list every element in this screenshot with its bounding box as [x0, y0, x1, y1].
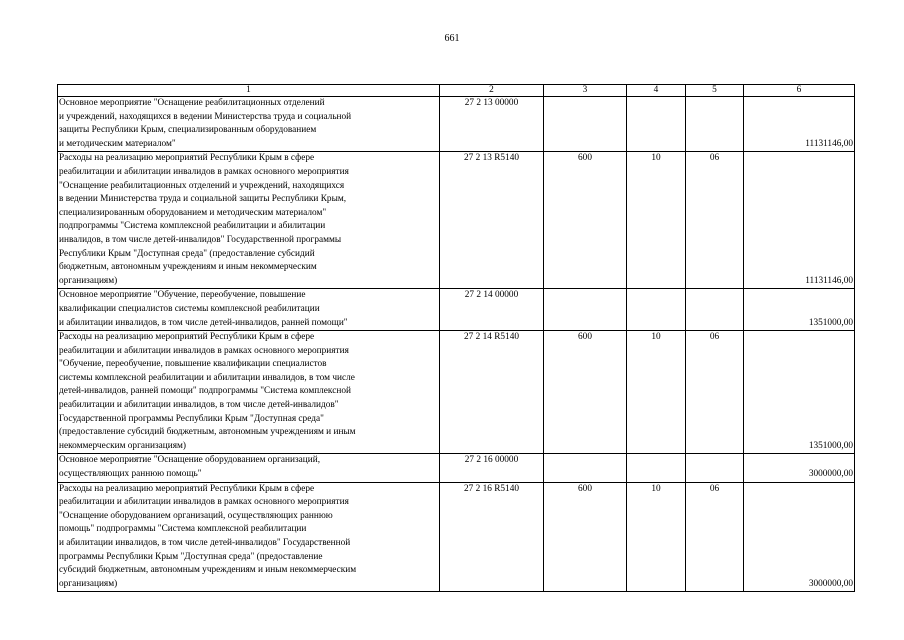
row-description: Основное мероприятие "Обучение, переобучение, повышение квалификации специалистов системы комплексной реабилитации и абилитации инвалидов, в том числе детей-инвалидов, ранней помощи": [58, 289, 440, 331]
row-code: 27 2 13 R5140: [440, 152, 544, 289]
table-row: [58, 331, 855, 454]
row-code: 27 2 16 R5140: [440, 482, 544, 592]
table-row: [58, 152, 855, 289]
row-col4: 10: [627, 482, 686, 592]
row-code: 27 2 14 00000: [440, 289, 544, 331]
row-col4: [627, 454, 686, 482]
row-col5: [686, 289, 744, 331]
row-description: Основное мероприятие "Оснащение реабилитационных отделений и учреждений, находящихся в ведении Министерства труда и социальной защиты Республики Крым, специализированным оборудованием и методическим материалом": [58, 97, 440, 152]
row-col3: 600: [544, 152, 627, 289]
row-col3: 600: [544, 482, 627, 592]
row-col4: 10: [627, 152, 686, 289]
page-number: 661: [444, 33, 460, 44]
row-amount: 3000000,00: [744, 454, 855, 482]
row-col5: 06: [686, 482, 744, 592]
header-cell-5: 5: [686, 85, 744, 97]
row-col4: [627, 289, 686, 331]
row-col5: [686, 97, 744, 152]
row-col3: 600: [544, 331, 627, 454]
header-row: [58, 85, 855, 97]
header-cell-6: 6: [744, 85, 855, 97]
header-cell-1: 1: [58, 85, 440, 97]
row-col4: [627, 97, 686, 152]
row-col3: [544, 97, 627, 152]
header-cell-4: 4: [627, 85, 686, 97]
table-row: [58, 454, 855, 482]
row-col4: 10: [627, 331, 686, 454]
row-description: Расходы на реализацию мероприятий Республики Крым в сфере реабилитации и абилитации инвалидов в рамках основного мероприятия "Обучение, переобучение, повышение квалификации специалистов системы комплексной реабилитации и абилитации инвалидов, в том числе детей-инвалидов, ранней помощи" подпрограммы "Система комплексной реабилитации и абилитации инвалидов, в том числе детей-инвалидов" Государственной программы Республики Крым "Доступная среда" (предоставление субсидий бюджетным, автономным учреждениям и иным некоммерческим организациям): [58, 331, 440, 454]
row-description: Основное мероприятие "Оснащение оборудованием организаций, осуществляющих раннюю помощь": [58, 454, 440, 482]
header-cell-2: 2: [440, 85, 544, 97]
row-col5: [686, 454, 744, 482]
budget-table: [57, 84, 855, 592]
row-description: Расходы на реализацию мероприятий Республики Крым в сфере реабилитации и абилитации инвалидов в рамках основного мероприятия "Оснащение оборудованием организаций, осуществляющих раннюю помощь" подпрограммы "Система комплексной реабилитации и абилитации инвалидов, в том числе детей-инвалидов" Государственной программы Республики Крым "Доступная среда" (предоставление субсидий бюджетным, автономным учреждениям и иным некоммерческим организациям): [58, 482, 440, 592]
row-col3: [544, 454, 627, 482]
table-row: [58, 289, 855, 331]
row-amount: 1351000,00: [744, 289, 855, 331]
header-cell-3: 3: [544, 85, 627, 97]
row-amount: 11131146,00: [744, 97, 855, 152]
row-amount: 11131146,00: [744, 152, 855, 289]
row-amount: 1351000,00: [744, 331, 855, 454]
row-col5: 06: [686, 152, 744, 289]
row-col3: [544, 289, 627, 331]
row-code: 27 2 14 R5140: [440, 331, 544, 454]
row-description: Расходы на реализацию мероприятий Республики Крым в сфере реабилитации и абилитации инвалидов в рамках основного мероприятия "Оснащение реабилитационных отделений и учреждений, находящихся в ведении Министерства труда и социальной защиты Республики Крым, специализированным оборудованием и методическим материалом" подпрограммы "Система комплексной реабилитации и абилитации инвалидов, в том числе детей-инвалидов" Государственной программы Республики Крым "Доступная среда" (предоставление субсидий бюджетным, автономным учреждениям и иным некоммерческим организациям): [58, 152, 440, 289]
row-code: 27 2 16 00000: [440, 454, 544, 482]
row-code: 27 2 13 00000: [440, 97, 544, 152]
table-row: [58, 97, 855, 152]
table-row: [58, 482, 855, 592]
row-amount: 3000000,00: [744, 482, 855, 592]
row-col5: 06: [686, 331, 744, 454]
